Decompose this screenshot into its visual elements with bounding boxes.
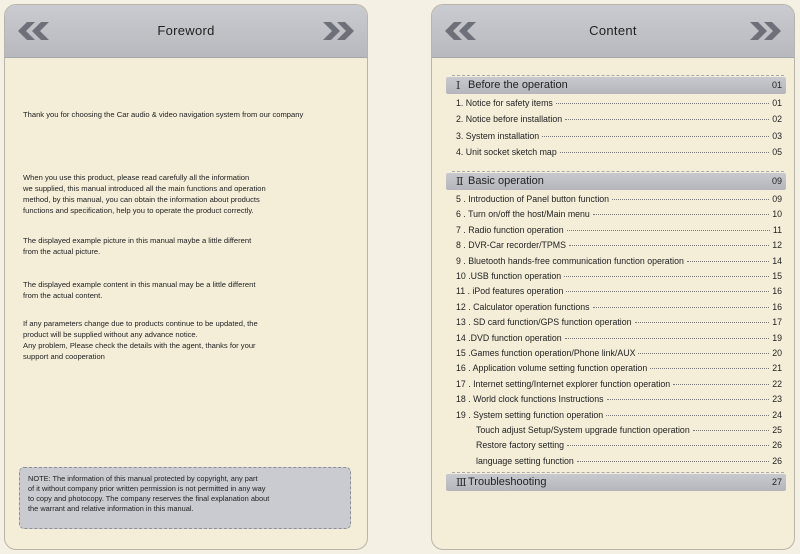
toc-entry-title: 19 . System setting function operation [456,409,604,420]
text-line: The displayed example content in this manual may be a little different [23,280,256,289]
toc-entry-page: 20 [772,348,782,358]
toc-entry-title: 18 . World clock functions Instructions [456,394,604,405]
toc-entry-title: 3. System installation [456,130,540,141]
toc-entry-title: 7 . Radio function operation [456,224,564,235]
toc-entry[interactable] [456,131,782,144]
toc-entry-page: 10 [772,209,782,220]
toc-entry-title: Restore factory setting [476,440,565,451]
toc-entry-title: 9 . Bluetooth hands-free communication function operation [456,255,684,266]
toc-entry[interactable] [456,286,782,299]
toc-entry-page: 09 [772,194,782,204]
toc-entry[interactable] [456,363,782,376]
toc-entry-page: 12 [772,240,782,251]
section-title: Basic operation [468,175,544,187]
toc-entry-page: 26 [772,440,782,451]
dot-leader [560,152,769,153]
text-line: product will be supplied without any advance notice. [23,330,198,339]
toc-entry[interactable] [456,394,782,407]
toc-section-1[interactable] [446,77,786,94]
text-line: the warrant and relative information in this manual. [28,504,194,513]
foreword-paragraph [23,172,266,216]
dot-leader [638,353,769,354]
content-page [431,4,795,550]
section-numeral: Ⅲ [456,476,467,489]
toc-entry-title: 2. Notice before installation [456,114,563,125]
foreword-paragraph [23,318,258,362]
dot-leader [593,307,770,308]
section-page-number: 27 [771,477,782,487]
toc-entry-page: 03 [772,130,782,141]
dot-leader [566,291,769,292]
dot-leader [673,384,769,385]
foreword-paragraph [23,279,255,301]
dot-leader [606,415,769,416]
toc-entry-page: 02 [772,114,782,125]
toc-entry-page: 24 [772,409,782,420]
dot-leader [556,103,769,104]
toc-entry-title: language setting function [476,455,574,466]
toc-entry[interactable] [476,440,782,453]
toc-entry-title: 11 . iPod features operation [456,286,564,297]
toc-entry[interactable] [456,348,782,361]
dot-leader [565,119,769,120]
content-title: Content [589,23,637,38]
text-line: we supplied, this manual introduced all the main functions and operation [23,184,266,193]
toc-entry-title: 15 .Games function operation/Phone link/AUX [456,348,636,358]
toc-entry-page: 05 [772,146,782,157]
toc-entry-page: 11 [772,224,782,235]
foreword-page [4,4,368,550]
toc-entry-page: 16 [772,286,782,297]
toc-entry[interactable] [456,114,782,127]
section-page-number: 01 [771,80,782,90]
content-header [432,5,794,58]
toc-entry-page: 22 [772,378,782,389]
text-line: Any problem, Please check the details with the agent, thanks for your [23,341,256,350]
foreword-intro: Thank you for choosing the Car audio & video navigation system from our company [23,110,304,119]
toc-entry[interactable] [456,147,782,160]
text-line: method, by this manual, you can obtain the information about products [23,195,260,204]
text-line: When you use this product, please read carefully all the information [23,173,250,182]
section-numeral: Ⅰ [456,79,461,92]
dot-leader [593,214,769,215]
toc-entry-title: 12 . Calculator operation functions [456,301,590,312]
text-line: of it without company prior written permission is not permitted in any way [28,484,266,493]
toc-entry[interactable] [456,225,782,238]
toc-entry-page: 17 [772,317,782,328]
toc-entry-title: Touch adjust Setup/System upgrade function operation [476,425,690,435]
toc-entry-page: 19 [772,332,782,343]
toc-entry[interactable] [456,410,782,423]
toc-section-3[interactable] [446,474,786,491]
text-line: from the actual picture. [23,247,101,256]
toc-entry-title: 17 . Internet setting/Internet explorer function operation [456,378,671,389]
dot-leader [687,261,769,262]
toc-entry-title: 1. Notice for safety items [456,98,553,108]
dot-leader [564,276,769,277]
toc-entry-page: 01 [772,98,782,108]
toc-entry-page: 16 [772,301,782,312]
section-numeral: Ⅱ [456,175,464,188]
toc-entry-title: 8 . DVR-Car recorder/TPMS [456,240,566,251]
toc-entry[interactable] [456,379,782,392]
text-line: The displayed example picture in this manual maybe a little different [23,236,252,245]
dot-leader [612,199,769,200]
toc-entry-title: 6 . Turn on/off the host/Main menu [456,209,590,220]
toc-entry[interactable] [456,256,782,269]
section-title: Troubleshooting [468,476,547,488]
toc-entry[interactable] [456,194,782,207]
dot-leader [567,445,769,446]
toc-entry[interactable] [456,240,782,253]
toc-entry[interactable] [456,317,782,330]
toc-entry-title: 13 . SD card function/GPS function operation [456,317,632,328]
copyright-note [19,467,351,529]
toc-entry[interactable] [456,98,782,111]
toc-entry[interactable] [476,456,782,469]
toc-entry-page: 25 [772,425,782,435]
text-line: functions and specification, help you to operate the product correctly. [23,206,254,215]
text-line: to copy and photocopy. The company reserves the final explanation about [28,494,270,503]
dot-leader [577,461,769,462]
toc-section-2[interactable] [446,173,786,190]
text-line: support and cooperation [23,352,105,361]
foreword-header [5,5,367,58]
toc-entry-title: 16 . Application volume setting function operation [456,363,648,374]
dot-leader [567,230,770,231]
dot-leader [542,136,769,137]
toc-entry[interactable] [476,425,782,438]
toc-entry-title: 10 .USB function operation [456,271,562,281]
toc-entry-page: 15 [772,271,782,281]
dot-leader [635,322,770,323]
toc-entry[interactable] [456,333,782,346]
toc-entry-page: 26 [772,455,782,466]
dot-leader [565,338,770,339]
text-line: NOTE: The information of this manual protected by copyright, any part [28,474,258,483]
toc-entry-page: 14 [772,255,782,266]
toc-entry-title: 5 . Introduction of Panel button function [456,194,610,204]
text-line: from the actual content. [23,291,103,300]
toc-entry[interactable] [456,302,782,315]
dot-leader [650,368,769,369]
dot-leader [607,399,770,400]
foreword-title: Foreword [157,23,215,38]
dot-leader [569,245,769,246]
toc-entry-title: 14 .DVD function operation [456,332,562,343]
section-page-number: 09 [771,176,782,186]
dot-leader [693,430,769,431]
toc-entry[interactable] [456,271,782,284]
foreword-paragraph [23,235,251,257]
toc-entry[interactable] [456,209,782,222]
toc-entry-page: 23 [772,394,782,405]
double-chevron-right-icon [746,22,782,40]
double-chevron-right-icon [319,22,355,40]
text-line: If any parameters change due to products continue to be updated, the [23,319,258,328]
section-title: Before the operation [468,79,568,91]
toc-entry-page: 21 [772,363,782,374]
toc-entry-title: 4. Unit socket sketch map [456,146,557,157]
